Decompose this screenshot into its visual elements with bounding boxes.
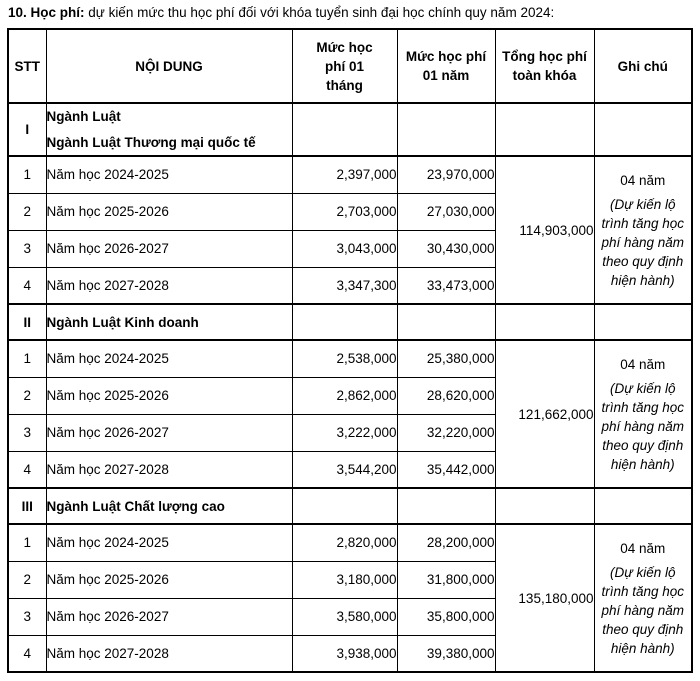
cell-year-label: Năm học 2024-2025 [46,524,292,561]
cell-stt: 2 [8,193,46,230]
cell-empty [292,103,397,156]
cell-monthly-fee: 3,043,000 [292,230,397,267]
section-header-row [8,103,692,156]
tuition-fee-table [7,28,693,673]
note-detail: (Dự kiến lộ trình tăng học phí hàng năm theo quy định hiện hành) [601,196,685,288]
note-duration: 04 năm [620,540,666,556]
cell-monthly-fee: 2,397,000 [292,156,397,193]
cell-empty [594,488,692,524]
cell-stt: 2 [8,377,46,414]
cell-year-label: Năm học 2027-2028 [46,267,292,304]
cell-empty [292,488,397,524]
cell-year-label: Năm học 2026-2027 [46,414,292,451]
cell-monthly-fee: 2,703,000 [292,193,397,230]
cell-yearly-fee: 30,430,000 [397,230,495,267]
cell-stt: 1 [8,340,46,377]
cell-stt: 4 [8,267,46,304]
cell-monthly-fee: 3,347,300 [292,267,397,304]
section-header-row [8,488,692,524]
cell-yearly-fee: 32,220,000 [397,414,495,451]
table-row [8,340,692,377]
cell-total-fee: 114,903,000 [495,156,594,304]
note-duration: 04 năm [620,172,666,188]
cell-year-label: Năm học 2024-2025 [46,156,292,193]
cell-note [594,156,692,304]
section-name: Ngành Luật Kinh doanh [46,314,199,330]
cell-yearly-fee: 31,800,000 [397,561,495,598]
header-yearly-fee-label: Mức học phí 01 năm [405,49,487,83]
cell-stt: 2 [8,561,46,598]
cell-year-label: Năm học 2026-2027 [46,230,292,267]
cell-year-label: Năm học 2027-2028 [46,635,292,672]
section-numeral: III [8,488,46,524]
cell-stt: 3 [8,230,46,267]
cell-yearly-fee: 28,620,000 [397,377,495,414]
table-row [8,156,692,193]
section-name-cell [46,488,292,524]
cell-monthly-fee: 3,938,000 [292,635,397,672]
cell-stt: 3 [8,414,46,451]
cell-empty [594,103,692,156]
cell-monthly-fee: 3,180,000 [292,561,397,598]
cell-year-label: Năm học 2025-2026 [46,561,292,598]
cell-empty [594,304,692,340]
cell-empty [397,488,495,524]
cell-stt: 3 [8,598,46,635]
section-name-2: Ngành Luật Thương mại quốc tế [46,135,256,150]
header-row [8,29,692,103]
cell-yearly-fee: 35,800,000 [397,598,495,635]
cell-monthly-fee: 2,862,000 [292,377,397,414]
section-header-row [8,304,692,340]
cell-total-fee: 135,180,000 [495,524,594,672]
cell-total-fee: 121,662,000 [495,340,594,488]
cell-empty [495,304,594,340]
header-total-fee [495,29,594,103]
cell-note [594,524,692,672]
cell-stt: 4 [8,451,46,488]
cell-yearly-fee: 25,380,000 [397,340,495,377]
cell-empty [292,304,397,340]
cell-yearly-fee: 23,970,000 [397,156,495,193]
header-yearly-fee [397,29,495,103]
cell-year-label: Năm học 2025-2026 [46,377,292,414]
header-monthly-fee-label: Mức học phí 01 tháng [316,39,373,93]
section-numeral: II [8,304,46,340]
cell-monthly-fee: 3,544,200 [292,451,397,488]
cell-monthly-fee: 3,222,000 [292,414,397,451]
note-duration: 04 năm [620,356,666,372]
cell-empty [495,103,594,156]
table-row [8,524,692,561]
cell-monthly-fee: 2,538,000 [292,340,397,377]
section-name-cell [46,304,292,340]
cell-year-label: Năm học 2027-2028 [46,451,292,488]
header-monthly-fee [292,29,397,103]
section-name-cell [46,103,292,156]
cell-yearly-fee: 33,473,000 [397,267,495,304]
header-note: Ghi chú [594,29,692,103]
cell-monthly-fee: 3,580,000 [292,598,397,635]
cell-stt: 4 [8,635,46,672]
cell-yearly-fee: 35,442,000 [397,451,495,488]
cell-empty [397,103,495,156]
cell-year-label: Năm học 2025-2026 [46,193,292,230]
header-total-fee-label: Tổng học phí toàn khóa [502,49,587,83]
note-detail: (Dự kiến lộ trình tăng học phí hàng năm theo quy định hiện hành) [601,380,685,472]
cell-year-label: Năm học 2026-2027 [46,598,292,635]
page-title-number: 10. Học phí: [8,5,85,20]
cell-yearly-fee: 28,200,000 [397,524,495,561]
cell-yearly-fee: 27,030,000 [397,193,495,230]
header-stt: STT [8,29,46,103]
page-title-text: dự kiến mức thu học phí đối với khóa tuyển sinh đại học chính quy năm 2024: [84,5,555,20]
cell-year-label: Năm học 2024-2025 [46,340,292,377]
section-name: Ngành Luật Chất lượng cao [46,498,225,514]
cell-note [594,340,692,488]
section-name: Ngành Luật [46,109,121,124]
table-header [8,29,692,103]
cell-empty [495,488,594,524]
cell-stt: 1 [8,524,46,561]
cell-monthly-fee: 2,820,000 [292,524,397,561]
note-detail: (Dự kiến lộ trình tăng học phí hàng năm theo quy định hiện hành) [601,564,685,656]
header-content: NỘI DUNG [46,29,292,103]
section-numeral: I [8,103,46,156]
cell-stt: 1 [8,156,46,193]
cell-empty [397,304,495,340]
page-title [8,4,554,22]
cell-yearly-fee: 39,380,000 [397,635,495,672]
